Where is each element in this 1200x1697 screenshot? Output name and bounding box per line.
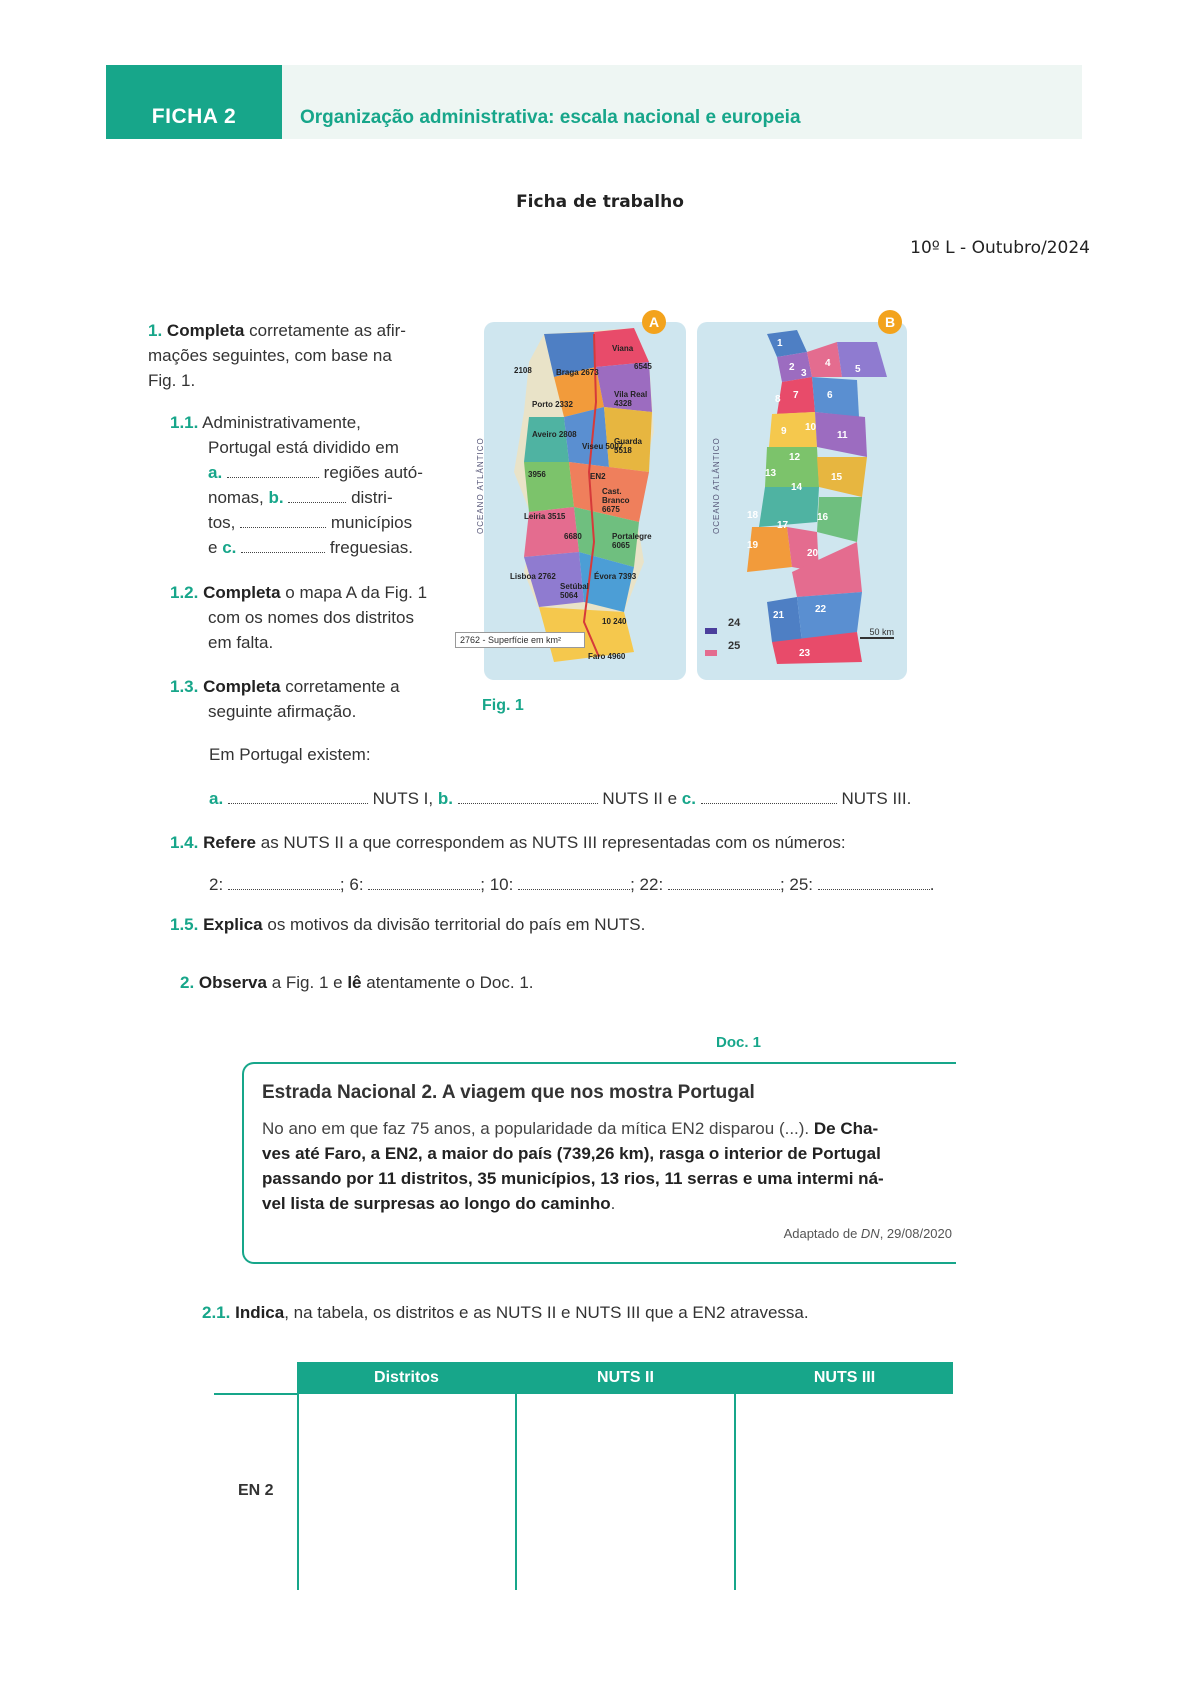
map-b-region-number: 14	[791, 482, 803, 493]
map-a-label: Viseu 5007	[582, 442, 624, 451]
doc-text-bold: De Cha-	[813, 1119, 879, 1138]
ocean-label-b	[712, 384, 722, 534]
question-text: os motivos da divisão territorial do país em NUTS.	[267, 915, 646, 934]
map-a-label: Setúbal 5064	[560, 582, 589, 600]
map-a-label: Guarda 5518	[614, 437, 643, 455]
question-text: atentamente o Doc. 1.	[366, 973, 534, 992]
answer-blank-10[interactable]	[518, 875, 630, 890]
map-a-label: Évora 7393	[594, 572, 637, 581]
doc-text-bold: passando por 11 distritos, 35 municípios, 13 rios, 11 serras e uma intermi ná-	[262, 1169, 884, 1188]
question-text-line: Administrativamente,	[202, 413, 361, 432]
map-a-label: Viana	[612, 344, 634, 353]
map-a-label: 2108	[514, 366, 532, 375]
legend-b-25: 25	[728, 640, 741, 652]
map-scale: 50 km	[860, 627, 894, 639]
header-title: Organização administrativa: escala nacional e europeia	[300, 107, 801, 128]
map-b-region-number: 2	[789, 362, 795, 373]
map-b-region-number: 7	[793, 390, 799, 401]
doc-body	[262, 1116, 952, 1216]
nuts-number-label: ; 10:	[480, 875, 514, 894]
map-b-badge: B	[878, 310, 902, 334]
nuts-number-label: ; 25:	[779, 875, 814, 894]
ocean-text: OCEANO ATLÂNTICO	[476, 437, 485, 534]
doc-label: Doc. 1	[716, 1034, 762, 1051]
answer-blank-25[interactable]	[818, 875, 930, 890]
map-b-region-number: 22	[815, 604, 827, 615]
map-a-label: EN2	[590, 472, 606, 481]
map-b-region-number: 20	[807, 548, 819, 559]
map-b-region-number: 18	[747, 510, 759, 521]
blank-label-a: a.	[209, 789, 224, 808]
question-verb: Indica	[235, 1303, 285, 1322]
question-number: 1.2.	[170, 583, 199, 602]
question-2	[180, 970, 534, 995]
map-a-label: 6680	[564, 532, 582, 541]
map-a-label: 10 240	[602, 617, 627, 626]
table-header-nuts2: NUTS II	[517, 1362, 734, 1394]
question-1	[148, 318, 448, 393]
nuts-number-label: 2:	[209, 875, 224, 894]
map-b-region-number: 10	[805, 422, 817, 433]
question-text-line: Portugal está dividido em	[208, 438, 399, 457]
map-a-label: Porto 2332	[532, 400, 573, 409]
question-text-line: seguinte afirmação.	[208, 702, 357, 721]
question-verb: Explica	[203, 915, 263, 934]
table-header-nuts3: NUTS III	[736, 1362, 953, 1394]
question-verb: Completa	[203, 677, 281, 696]
question-verb: Completa	[203, 583, 281, 602]
map-b-region-number: 5	[855, 364, 861, 375]
blank-label-a: a.	[208, 463, 223, 482]
answer-blank-a[interactable]	[227, 463, 319, 478]
question-2-1	[202, 1300, 809, 1325]
question-text: freguesias.	[329, 538, 414, 557]
question-text: distri-	[351, 488, 393, 507]
map-a-label: Leiria 3515	[524, 512, 566, 521]
question-1-4	[170, 830, 846, 855]
question-text: regiões autó-	[323, 463, 423, 482]
doc-text: No ano em que faz 75 anos, a popularidade da mítica EN2 disparou (...).	[262, 1119, 810, 1138]
map-b-region-number: 3	[801, 368, 807, 379]
question-1-3-answers	[209, 786, 911, 811]
question-text-line: mações seguintes, com base na	[148, 346, 392, 365]
table-divider	[515, 1362, 517, 1590]
table-divider	[297, 1362, 299, 1590]
map-b-region-number: 11	[837, 430, 848, 441]
map-b-region-number: 12	[789, 452, 801, 463]
map-b-region-number: 4	[825, 358, 831, 369]
source-publication: DN	[860, 1226, 880, 1241]
figure-caption: Fig. 1	[482, 697, 524, 714]
doc-text-bold: ves até Faro, a EN2, a maior do país (739,26 km), rasga o interior de Portugal	[262, 1144, 881, 1163]
doc-title: Estrada Nacional 2. A viagem que nos mostra Portugal	[262, 1082, 755, 1103]
question-text-line: corretamente a	[285, 677, 400, 696]
question-text: NUTS I,	[372, 789, 434, 808]
nuts-number-label: ; 22:	[630, 875, 664, 894]
question-text-line: em falta.	[208, 633, 274, 652]
question-number: 2.	[180, 973, 195, 992]
blank-label-b: b.	[437, 789, 453, 808]
blank-label-c: c.	[681, 789, 696, 808]
question-number: 1.1.	[170, 413, 199, 432]
map-a-label: Vila Real 4328	[614, 390, 648, 408]
doc-text-bold: vel lista de surpresas ao longo do caminho	[262, 1194, 611, 1213]
table-header-distritos: Distritos	[298, 1362, 515, 1394]
class-date-line: 10º L - Outubro/2024	[910, 238, 1090, 258]
answer-blank-b[interactable]	[288, 488, 346, 503]
nuts-number-label: ; 6:	[339, 875, 364, 894]
map-a-label: 3956	[528, 470, 546, 479]
blank-label-b: b.	[268, 488, 284, 507]
question-text: , na tabela, os distritos e as NUTS II e NUTS III que a EN2 atravessa.	[284, 1303, 809, 1322]
map-b-region-number: 23	[799, 648, 811, 659]
answer-blank-22[interactable]	[668, 875, 780, 890]
header-label: FICHA 2	[151, 105, 237, 128]
answer-blank-6[interactable]	[368, 875, 480, 890]
sentence-end: .	[929, 875, 935, 894]
map-a-badge: A	[642, 310, 666, 334]
map-b-region-number: 13	[765, 468, 777, 479]
map-a-label: Portalegre 6065	[612, 532, 652, 550]
table-row-label: EN 2	[238, 1482, 274, 1499]
map-legend: 2762 - Superfície em km²	[455, 632, 585, 648]
question-text: as NUTS II a que correspondem as NUTS III representadas com os números:	[260, 833, 846, 852]
question-text: municípios	[330, 513, 413, 532]
map-b-region-number: 9	[781, 426, 787, 437]
question-number: 2.1.	[202, 1303, 231, 1322]
answer-blank-nuts1[interactable]	[228, 789, 368, 804]
legend-b-24: 24	[728, 617, 741, 629]
question-text-line: corretamente as afir-	[249, 321, 406, 340]
question-text: e	[208, 538, 218, 557]
answer-blank-c[interactable]	[241, 538, 325, 553]
question-text: NUTS II e	[602, 789, 678, 808]
table-rule	[214, 1393, 298, 1395]
ocean-label-a	[476, 384, 486, 534]
answer-blank-nuts2[interactable]	[458, 789, 598, 804]
table-divider	[734, 1362, 736, 1590]
map-a-label: Lisboa 2762	[510, 572, 556, 581]
question-number: 1.	[148, 321, 163, 340]
map-a-label: Faro 4960	[588, 652, 626, 661]
map-b-region-number: 8	[775, 394, 781, 405]
map-b-region-number: 17	[777, 520, 789, 531]
question-number: 1.4.	[170, 833, 199, 852]
map-b-region-number: 1	[777, 338, 783, 349]
answer-blank-nuts3[interactable]	[701, 789, 837, 804]
question-verb: Completa	[166, 321, 245, 340]
map-a-label: Aveiro 2808	[532, 430, 577, 439]
map-a-label: Cast. Branco 6675	[602, 487, 630, 514]
answer-blank-municipios[interactable]	[240, 513, 326, 528]
question-1-3-lead: Em Portugal existem:	[209, 745, 371, 764]
sheet-title: Ficha de trabalho	[516, 192, 684, 212]
source-date: , 29/08/2020	[879, 1226, 952, 1241]
question-1-1	[170, 410, 460, 560]
question-text: nomas,	[208, 488, 264, 507]
table-cell-distritos[interactable]	[300, 1396, 513, 1586]
ocean-text: OCEANO ATLÂNTICO	[712, 437, 721, 534]
question-text-line: com os nomes dos distritos	[208, 608, 414, 627]
doc-text: .	[610, 1194, 616, 1213]
question-text: NUTS III.	[841, 789, 912, 808]
question-text: a Fig. 1 e	[271, 973, 343, 992]
map-a-label: 6545	[634, 362, 652, 371]
question-verb: Refere	[203, 833, 257, 852]
map-b-region-number: 15	[831, 472, 843, 483]
question-text: tos,	[208, 513, 236, 532]
question-number: 1.5.	[170, 915, 199, 934]
table-cell-nuts3[interactable]	[737, 1396, 952, 1586]
question-1-4-answers	[209, 872, 935, 897]
question-1-3	[170, 674, 460, 724]
question-1-5	[170, 912, 645, 937]
blank-label-c: c.	[222, 538, 237, 557]
table-cell-nuts2[interactable]	[518, 1396, 732, 1586]
answer-blank-2[interactable]	[228, 875, 340, 890]
map-a	[484, 322, 686, 680]
question-number: 1.3.	[170, 677, 199, 696]
question-verb: lê	[347, 973, 362, 992]
question-text-line: o mapa A da Fig. 1	[285, 583, 428, 602]
question-text-line: Fig. 1.	[148, 371, 196, 390]
map-b-region-number: 19	[747, 540, 759, 551]
map-b-region-number: 16	[817, 512, 829, 523]
source-text: Adaptado de	[783, 1226, 858, 1241]
map-b-region-number: 21	[773, 610, 785, 621]
map-b-region-number: 6	[827, 390, 833, 401]
map-a-label: Braga 2673	[556, 368, 599, 377]
doc-source	[784, 1226, 952, 1241]
question-1-2	[170, 580, 460, 655]
question-verb: Observa	[198, 973, 267, 992]
